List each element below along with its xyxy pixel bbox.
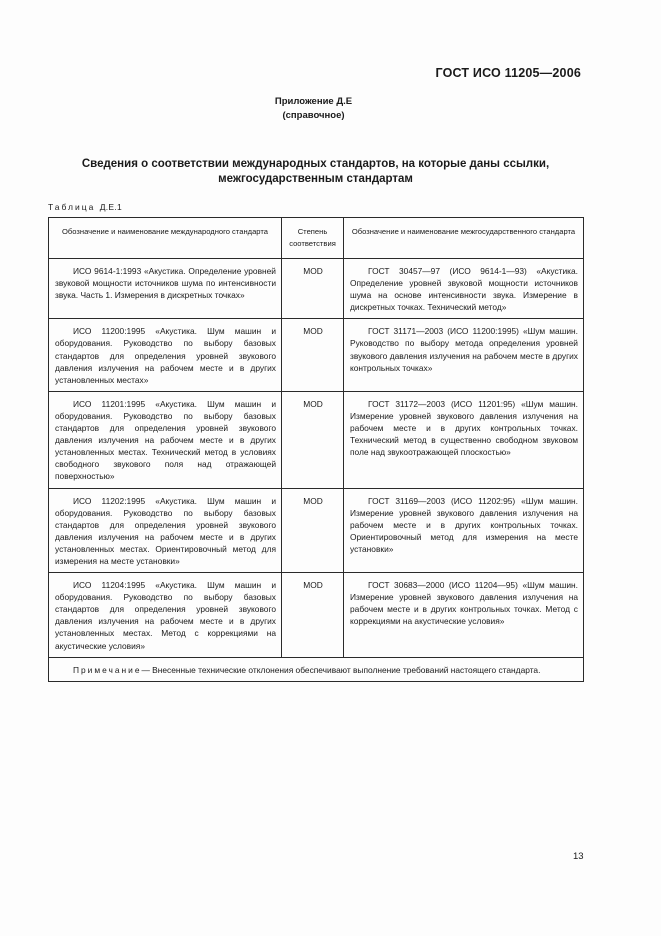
table-row	[49, 391, 584, 488]
cell-interstate: ГОСТ 30683—2000 (ИСО 11204—95) «Шум машин. Измерение уровней звукового давления излучения на рабочем месте и в других контрольных точках. Метод с коррекциями на акустические условия»	[344, 573, 584, 658]
cell-degree: MOD	[282, 319, 344, 391]
note-label: Примечание	[73, 664, 142, 675]
table-row	[49, 488, 584, 573]
page-number: 13	[573, 851, 584, 862]
appendix-heading	[0, 95, 627, 123]
cell-interstate: ГОСТ 31169—2003 (ИСО 11202:95) «Шум машин. Измерение уровней звукового давления излучения на рабочем месте и в других контрольных точках. Ориентировочный метод для измерения на месте установки»	[344, 488, 584, 573]
section-title	[48, 157, 583, 187]
table-caption-label: Таблица	[48, 202, 96, 212]
table-note-row	[49, 657, 584, 681]
correspondence-table	[48, 217, 584, 682]
appendix-subtitle: (справочное)	[282, 110, 345, 121]
table-caption-number: Д.Е.1	[99, 202, 123, 212]
cell-degree: MOD	[282, 573, 344, 658]
table-note	[49, 657, 584, 681]
cell-international: ИСО 11201:1995 «Акустика. Шум машин и оборудования. Руководство по выбору базовых стандартов для определения уровней звукового давления излучения на рабочем месте и в других установленных местах. Технический метод в условиях свободного звукового поля над отражающей поверхностью»	[49, 391, 282, 488]
cell-degree: MOD	[282, 259, 344, 319]
document-standard-id: ГОСТ ИСО 11205—2006	[435, 66, 581, 80]
cell-international: ИСО 11200:1995 «Акустика. Шум машин и оборудования. Руководство по выбору базовых стандартов для определения уровней звукового давления излучения на рабочем месте и в других установленных местах»	[49, 319, 282, 391]
cell-international: ИСО 11204:1995 «Акустика. Шум машин и оборудования. Руководство по выбору базовых стандартов для определения уровней звукового давления излучения на рабочем месте и в других установленных местах. Метод с коррекциями на акустические условия»	[49, 573, 282, 658]
cell-international: ИСО 9614-1:1993 «Акустика. Определение уровней звуковой мощности источников шума по интенсивности звука. Часть 1. Измерения в дискретных точках»	[49, 259, 282, 319]
cell-interstate: ГОСТ 31171—2003 (ИСО 11200:1995) «Шум машин. Руководство по выбору метода определения уровней звукового давления излучения на рабочем месте в других контрольных точках»	[344, 319, 584, 391]
note-text: — Внесенные технические отклонения обеспечивают выполнение требований настоящего стандарта.	[141, 664, 541, 675]
section-title-line-2: межгосударственным стандартам	[218, 173, 413, 185]
cell-degree: MOD	[282, 488, 344, 573]
section-title-line-1: Сведения о соответствии международных стандартов, на которые даны ссылки,	[81, 158, 550, 170]
cell-degree: MOD	[282, 391, 344, 488]
cell-interstate: ГОСТ 30457—97 (ИСО 9614-1—93) «Акустика. Определение уровней звуковой мощности источников шума на основе интенсивности звука. Измерение в дискретных точках. Технический метод»	[344, 259, 584, 319]
table-row	[49, 319, 584, 391]
appendix-title: Приложение Д.Е	[274, 96, 353, 107]
table-row	[49, 573, 584, 658]
table-row	[49, 259, 584, 319]
cell-international: ИСО 11202:1995 «Акустика. Шум машин и оборудования. Руководство по выбору базовых стандартов для определения уровней звукового давления излучения на рабочем месте и в других установленных местах. Ориентировочный метод для измерения на месте установки»	[49, 488, 282, 573]
column-header-international: Обозначение и наименование международного стандарта	[49, 218, 282, 259]
column-header-degree: Степень соответствия	[282, 218, 344, 259]
column-header-interstate: Обозначение и наименование межгосударственного стандарта	[344, 218, 584, 259]
cell-interstate: ГОСТ 31172—2003 (ИСО 11201:95) «Шум машин. Измерение уровней звукового давления излучения на рабочем месте и в других контрольных точках. Технический метод в существенно свободном звуковом поле над звукоотражающей плоскостью»	[344, 391, 584, 488]
table-caption	[48, 202, 122, 212]
table-header-row	[49, 218, 584, 259]
